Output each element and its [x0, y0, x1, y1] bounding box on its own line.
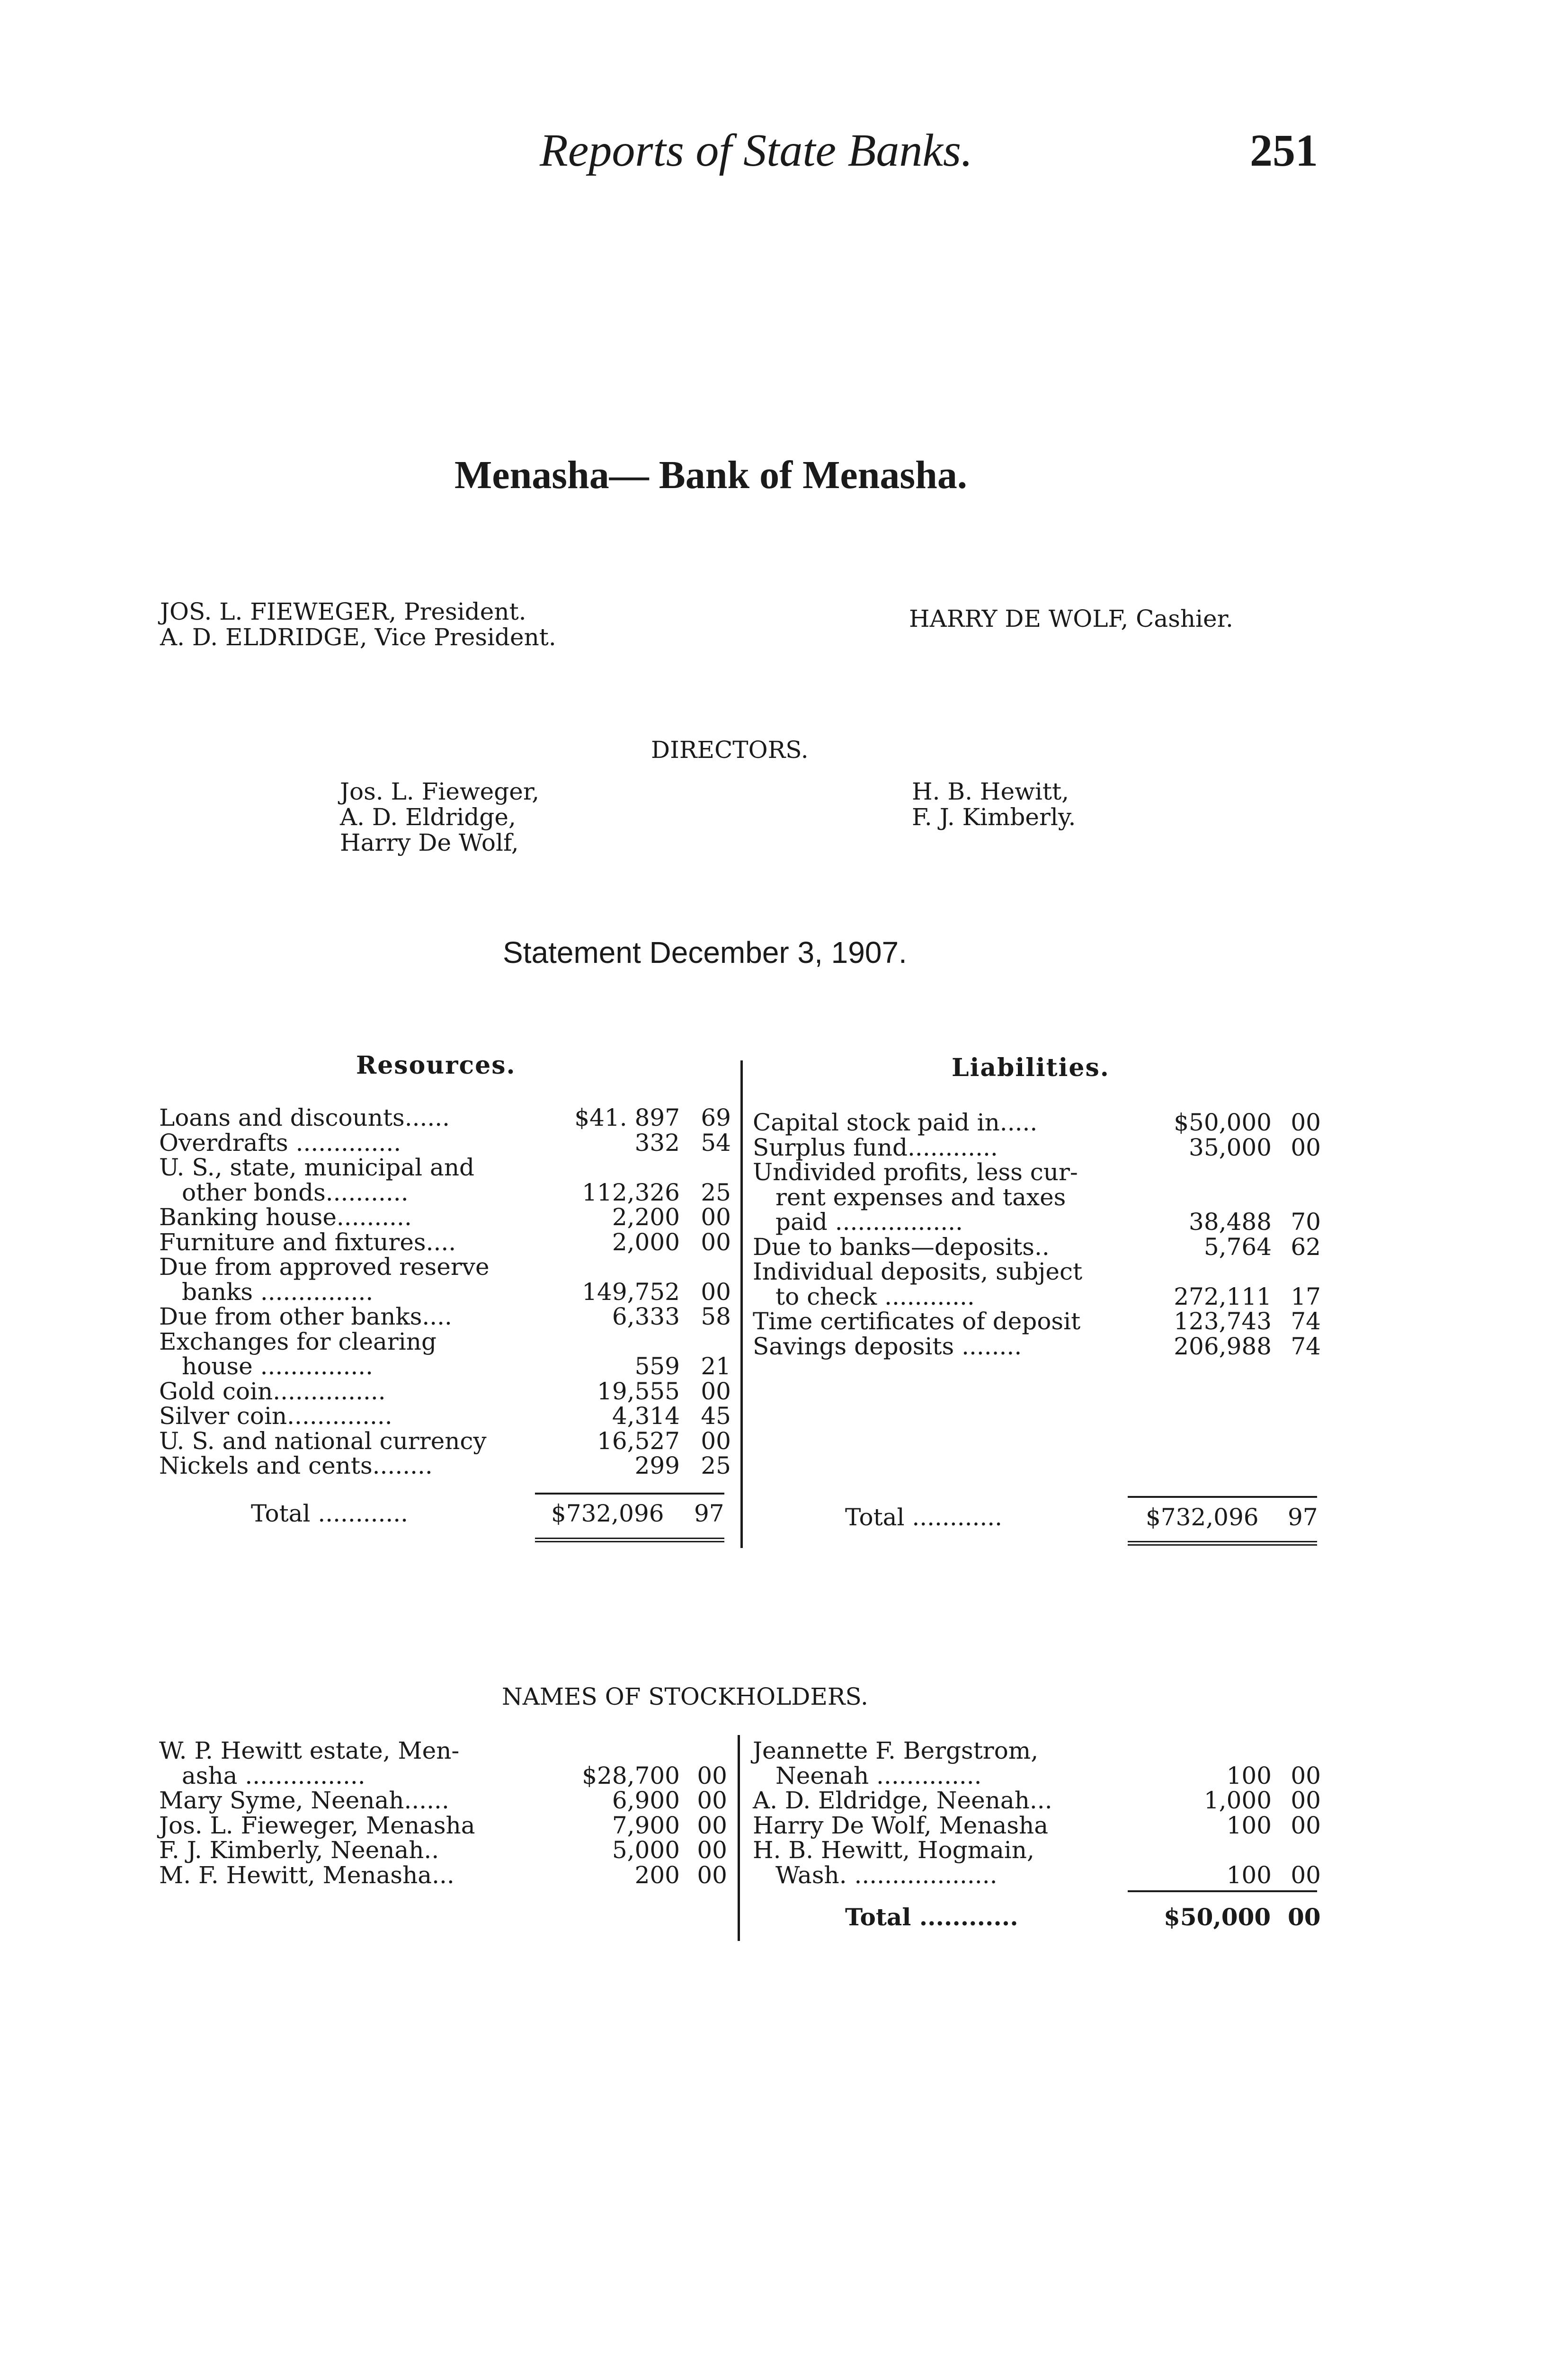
entry-dollars [538, 1329, 680, 1354]
entry-label: Due to banks—deposits.. [753, 1233, 1050, 1261]
entry-cents: 00 [1291, 1787, 1321, 1814]
entry-dollars: 35,000 [1189, 1133, 1272, 1161]
entry-cents: 00 [701, 1278, 731, 1306]
stockholders-heading: NAMES OF STOCKHOLDERS. [502, 1683, 868, 1710]
entry-label: Jeannette F. Bergstrom, [753, 1737, 1039, 1764]
entry-label: Exchanges for clearing [159, 1327, 437, 1355]
entry-cents: 54 [701, 1129, 731, 1157]
entry-label: Nickels and cents........ [159, 1452, 433, 1479]
entry-dollars [1141, 1738, 1272, 1763]
liability-row [753, 1259, 1321, 1284]
entry-cents: 00 [701, 1427, 731, 1455]
entry-cents: 62 [1291, 1233, 1321, 1261]
resource-row [159, 1205, 731, 1230]
entry-label: Undivided profits, less cur- [753, 1158, 1078, 1186]
resources-total-rule [535, 1493, 724, 1495]
entry-dollars: $41. 897 [574, 1104, 680, 1131]
entry-dollars: 2,200 [612, 1203, 680, 1231]
entry-dollars: 123,743 [1174, 1308, 1272, 1335]
stockholders-total-dollars: $50,000 [1164, 1903, 1271, 1931]
stockholder-row [753, 1763, 1321, 1789]
resource-row [159, 1404, 731, 1429]
entry-dollars [538, 1255, 680, 1280]
resource-row [159, 1105, 731, 1130]
entry-cents: 45 [701, 1402, 731, 1430]
entry-dollars: 206,988 [1174, 1332, 1272, 1360]
entry-label: U. S. and national currency [159, 1427, 487, 1455]
entry-dollars: 559 [634, 1353, 680, 1380]
page-number: 251 [1250, 125, 1318, 176]
stockholder-row [753, 1788, 1321, 1813]
entry-dollars: 299 [634, 1452, 680, 1479]
entry-label: Wash. ................... [775, 1861, 998, 1889]
entry-label: Banking house.......... [159, 1203, 412, 1231]
entry-dollars: 5,000 [612, 1836, 680, 1864]
liabilities-table [753, 1110, 1321, 1359]
entry-label: Neenah .............. [775, 1762, 982, 1789]
liabilities-total-dollars: $732,096 [1146, 1504, 1259, 1531]
director-name: A. D. Eldridge, [340, 803, 516, 831]
entry-cents: 00 [697, 1811, 727, 1839]
entry-cents: 00 [701, 1228, 731, 1256]
resource-row [159, 1180, 731, 1205]
entry-dollars [1141, 1838, 1272, 1863]
liability-row [753, 1284, 1321, 1309]
resource-row [159, 1329, 731, 1354]
bank-title: Menasha— Bank of Menasha. [454, 453, 967, 497]
entry-dollars: 6,333 [612, 1303, 680, 1330]
resource-row [159, 1280, 731, 1305]
director-name: H. B. Hewitt, [912, 778, 1069, 805]
entry-cents: 21 [701, 1353, 731, 1380]
entry-dollars [538, 1738, 680, 1763]
officer-cashier: HARRY DE WOLF, Cashier. [909, 605, 1233, 632]
liabilities-total-label: Total ............ [845, 1504, 1003, 1531]
entry-cents [680, 1255, 731, 1280]
officer-president: JOS. L. FIEWEGER, President. [160, 598, 526, 625]
liabilities-total-rule [1128, 1496, 1317, 1498]
entry-dollars: 6,900 [612, 1787, 680, 1814]
resource-row [159, 1379, 731, 1404]
entry-label: H. B. Hewitt, Hogmain, [753, 1836, 1034, 1864]
entry-label: paid ................. [775, 1208, 963, 1236]
entry-dollars: 332 [634, 1129, 680, 1157]
entry-cents: 00 [697, 1787, 727, 1814]
entry-dollars: 7,900 [612, 1811, 680, 1839]
resource-row [159, 1429, 731, 1454]
entry-label: Savings deposits ........ [753, 1332, 1022, 1360]
entry-label: Mary Syme, Neenah...... [159, 1787, 449, 1814]
entry-label: other bonds........... [182, 1178, 409, 1206]
entry-dollars: 112,326 [582, 1178, 680, 1206]
entry-label: Individual deposits, subject [753, 1258, 1083, 1285]
resource-row [159, 1230, 731, 1255]
entry-label: M. F. Hewitt, Menasha... [159, 1861, 454, 1889]
entry-label: Gold coin............... [159, 1377, 386, 1405]
entry-cents [680, 1329, 731, 1354]
entry-dollars: $28,700 [582, 1762, 680, 1789]
entry-label: asha ................ [182, 1762, 365, 1789]
entry-dollars: 1,000 [1203, 1787, 1272, 1814]
entry-label: U. S., state, municipal and [159, 1154, 475, 1181]
entry-cents: 00 [697, 1762, 727, 1789]
stockholder-row [159, 1763, 727, 1789]
entry-cents: 00 [1291, 1109, 1321, 1136]
resource-row [159, 1255, 731, 1280]
entry-cents [1272, 1185, 1321, 1210]
entry-label: W. P. Hewitt estate, Men- [159, 1737, 460, 1764]
entry-cents [1272, 1259, 1321, 1284]
entry-label: Overdrafts .............. [159, 1129, 401, 1157]
resources-total-cents: 97 [694, 1500, 724, 1527]
liabilities-double-rule [1128, 1541, 1317, 1546]
entry-cents [680, 1155, 731, 1180]
running-title: Reports of State Banks. [540, 125, 973, 176]
stockholder-row [159, 1838, 727, 1863]
entry-label: house ............... [182, 1353, 374, 1380]
entry-dollars: 100 [1226, 1762, 1272, 1789]
entry-cents: 00 [1291, 1811, 1321, 1839]
stockholders-right-table [753, 1738, 1321, 1887]
entry-cents: 25 [701, 1178, 731, 1206]
entry-label: A. D. Eldridge, Neenah... [753, 1787, 1052, 1814]
resources-heading: Resources. [356, 1051, 516, 1080]
liability-row [753, 1160, 1321, 1185]
entry-dollars: 149,752 [582, 1278, 680, 1306]
entry-dollars: 272,111 [1174, 1282, 1272, 1310]
director-name: F. J. Kimberly. [912, 803, 1076, 831]
entry-dollars [1141, 1160, 1272, 1185]
entry-label: Silver coin.............. [159, 1402, 392, 1430]
director-name: Jos. L. Fieweger, [340, 778, 540, 805]
resource-row [159, 1453, 731, 1478]
liability-row [753, 1110, 1321, 1135]
liabilities-heading: Liabilities. [952, 1053, 1110, 1082]
stockholders-divider [738, 1735, 740, 1941]
resource-row [159, 1354, 731, 1379]
entry-dollars: $50,000 [1174, 1109, 1272, 1136]
resources-double-rule [535, 1538, 724, 1542]
entry-cents: 74 [1291, 1332, 1321, 1360]
statement-heading: Statement December 3, 1907. [503, 935, 907, 970]
entry-cents: 00 [701, 1377, 731, 1405]
entry-cents: 00 [697, 1861, 727, 1889]
stockholder-row [159, 1738, 727, 1763]
entry-label: Due from other banks.... [159, 1303, 452, 1330]
entry-cents: 74 [1291, 1308, 1321, 1335]
entry-dollars: 4,314 [612, 1402, 680, 1430]
directors-heading: DIRECTORS. [651, 736, 809, 764]
entry-cents: 25 [701, 1452, 731, 1479]
stockholder-row [159, 1863, 727, 1888]
entry-label: Surplus fund............ [753, 1133, 998, 1161]
entry-label: Due from approved reserve [159, 1253, 490, 1281]
entry-dollars: 100 [1226, 1811, 1272, 1839]
stockholders-left-table [159, 1738, 727, 1887]
entry-label: Loans and discounts...... [159, 1104, 450, 1131]
entry-label: rent expenses and taxes [775, 1183, 1066, 1211]
entry-dollars: 200 [634, 1861, 680, 1889]
entry-label: Furniture and fixtures.... [159, 1228, 456, 1256]
entry-dollars: 19,555 [597, 1377, 680, 1405]
entry-dollars [1141, 1259, 1272, 1284]
entry-cents [1272, 1838, 1321, 1863]
entry-cents: 00 [1291, 1861, 1321, 1889]
liability-row [753, 1185, 1321, 1210]
entry-cents: 69 [701, 1104, 731, 1131]
entry-dollars: 5,764 [1203, 1233, 1272, 1261]
stockholder-row [753, 1738, 1321, 1763]
liability-row [753, 1210, 1321, 1235]
entry-cents: 00 [701, 1203, 731, 1231]
column-divider [740, 1060, 743, 1548]
entry-dollars: 100 [1226, 1861, 1272, 1889]
entry-dollars: 16,527 [597, 1427, 680, 1455]
entry-cents: 00 [1291, 1133, 1321, 1161]
resource-row [159, 1130, 731, 1156]
entry-cents: 00 [1291, 1762, 1321, 1789]
entry-cents: 58 [701, 1303, 731, 1330]
entry-label: Harry De Wolf, Menasha [753, 1811, 1048, 1839]
entry-cents: 17 [1291, 1282, 1321, 1310]
stockholder-row [753, 1813, 1321, 1838]
director-name: Harry De Wolf, [340, 829, 519, 856]
stockholder-row [753, 1838, 1321, 1863]
entry-cents [1272, 1738, 1321, 1763]
liability-row [753, 1334, 1321, 1359]
entry-label: to check ............ [775, 1282, 975, 1310]
entry-label: F. J. Kimberly, Neenah.. [159, 1836, 439, 1864]
entry-dollars: 38,488 [1189, 1208, 1272, 1236]
resources-table [159, 1105, 731, 1478]
liability-row [753, 1135, 1321, 1160]
entry-dollars [1141, 1185, 1272, 1210]
stockholders-total-cents: 00 [1288, 1903, 1321, 1931]
entry-label: Time certificates of deposit [753, 1308, 1081, 1335]
entry-label: Jos. L. Fieweger, Menasha [159, 1811, 475, 1839]
liabilities-total-cents: 97 [1288, 1504, 1318, 1531]
resources-total-label: Total ............ [251, 1500, 409, 1527]
stockholders-total-label: Total ............ [845, 1903, 1018, 1931]
entry-cents [1272, 1160, 1321, 1185]
entry-dollars [538, 1155, 680, 1180]
entry-label: Capital stock paid in..... [753, 1109, 1038, 1136]
resource-row [159, 1155, 731, 1180]
entry-dollars: 2,000 [612, 1228, 680, 1256]
stockholder-row [753, 1863, 1321, 1888]
officer-vice-president: A. D. ELDRIDGE, Vice President. [160, 623, 556, 651]
stockholder-row [159, 1813, 727, 1838]
entry-cents [680, 1738, 727, 1763]
resources-total-dollars: $732,096 [551, 1500, 664, 1527]
liability-row [753, 1309, 1321, 1334]
resource-row [159, 1304, 731, 1329]
stockholders-total-rule [1128, 1890, 1317, 1892]
stockholder-row [159, 1788, 727, 1813]
liability-row [753, 1235, 1321, 1260]
entry-cents: 70 [1291, 1208, 1321, 1236]
entry-label: banks ............... [182, 1278, 374, 1306]
entry-cents: 00 [697, 1836, 727, 1864]
